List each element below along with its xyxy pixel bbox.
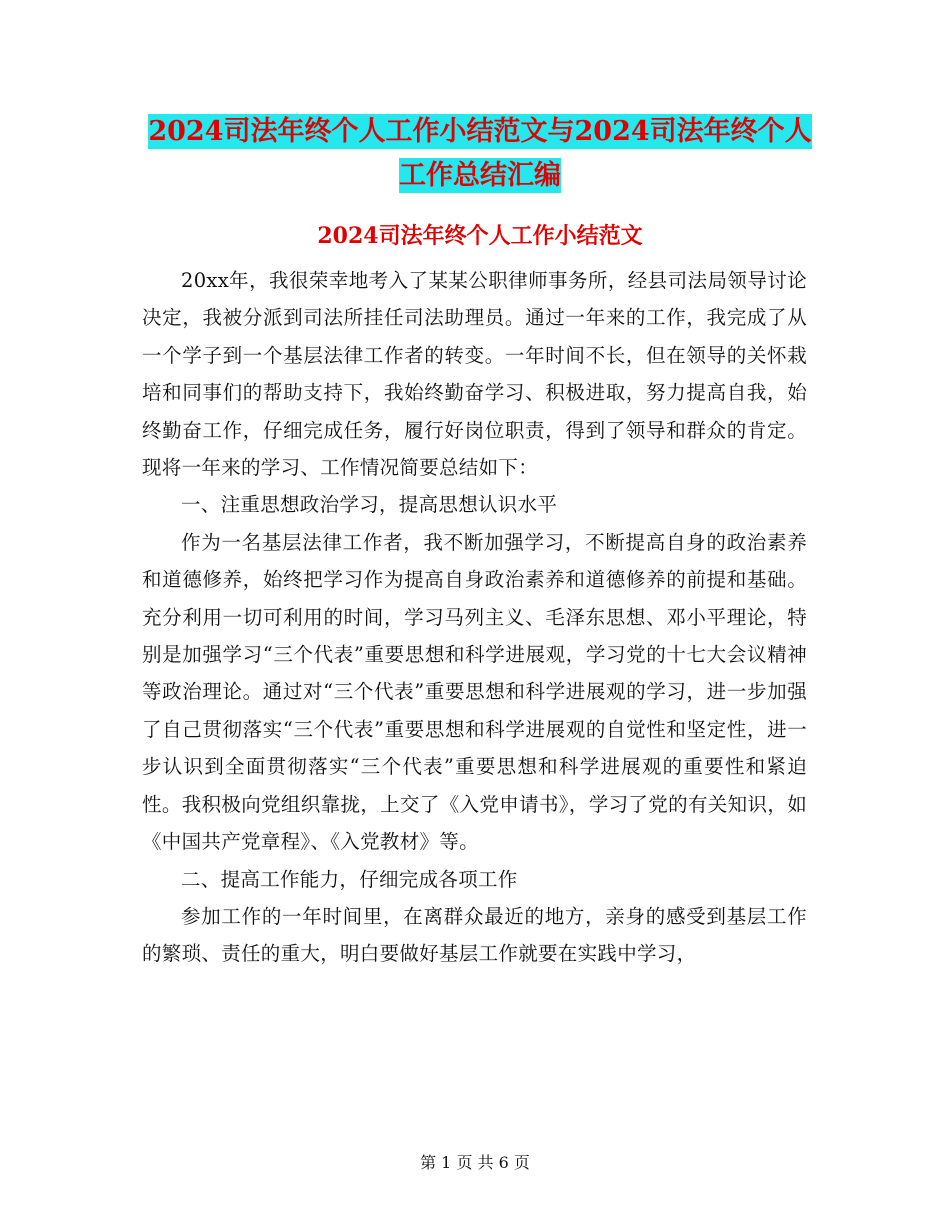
paragraph-intro: 20xx年，我很荣幸地考入了某某公职律师事务所，经县司法局领导讨论决定，我被分派到司法所挂任司法助理员。通过一年来的工作，我完成了从一个学子到一个基层法律工作者的转变。一年时间不长，但在领导的关怀栽培和同事们的帮助支持下，我始终勤奋学习、积极进取，努力提高自我，始终勤奋工作，仔细完成任务，履行好岗位职责，得到了领导和群众的肯定。现将一年来的学习、工作情况简要总结如下： <box>142 269 807 480</box>
document-title <box>140 110 820 198</box>
document-body <box>142 262 807 973</box>
title-line-1: 2024司法年终个人工作小结范文与2024司法年终个人 <box>148 116 812 147</box>
title-line-2: 工作总结汇编 <box>399 160 561 191</box>
heading-two: 二、提高工作能力，仔细完成各项工作 <box>181 867 518 891</box>
section-title: 2024司法年终个人工作小结范文 <box>317 223 643 249</box>
heading-one: 一、注重思想政治学习，提高思想认识水平 <box>181 493 558 517</box>
paragraph-study: 作为一名基层法律工作者，我不断加强学习，不断提高自身的政治素养和道德修养，始终把学习作为提高自身政治素养和道德修养的前提和基础。充分利用一切可利用的时间，学习马列主义、毛泽东思想、邓小平理论，特别是加强学习“三个代表”重要思想和科学进展观，学习党的十七大会议精神等政治理论。通过对“三个代表”重要思想和科学进展观的学习，进一步加强了自己贯彻落实“三个代表”重要思想和科学进展观的自觉性和坚定性，进一步认识到全面贯彻落实“三个代表”重要思想和科学进展观的重要性和紧迫性。我积极向党组织靠拢，上交了《入党申请书》，学习了党的有关知识，如《中国共产党章程》、《入党教材》等。 <box>142 530 807 854</box>
paragraph-work: 参加工作的一年时间里，在离群众最近的地方，亲身的感受到基层工作的繁琐、责任的重大，明白要做好基层工作就要在实践中学习， <box>142 904 807 966</box>
page-number: 第 1 页 共 6 页 <box>420 1153 530 1172</box>
